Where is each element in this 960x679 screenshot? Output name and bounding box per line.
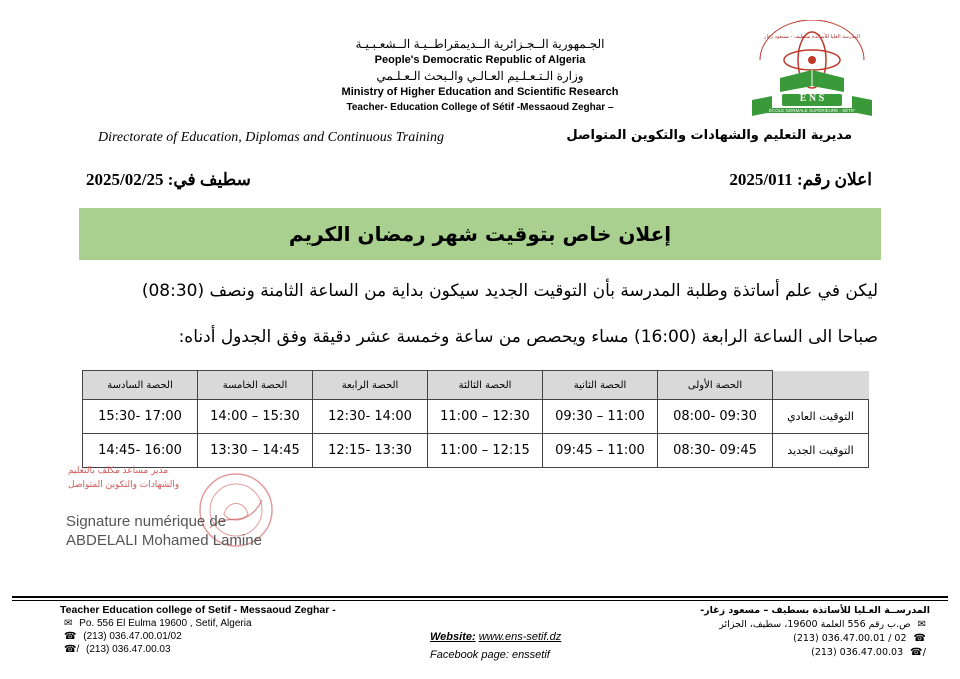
time-cell: 13:30 – 14:45 xyxy=(198,434,313,468)
header-cell: الحصة الثالثة xyxy=(428,371,543,400)
phone-icon: ☎ xyxy=(913,633,926,644)
footer-right-fax: (213) 036.47.00.03 xyxy=(811,647,904,658)
signature-line-1: Signature numérique de xyxy=(66,513,227,530)
time-cell: 11:00 – 12:15 xyxy=(428,434,543,468)
directorate-ar: مديرية التعليم والشهادات والتكوين المتواصل xyxy=(566,128,852,143)
website-link[interactable]: www.ens-setif.dz xyxy=(478,631,562,643)
table-row xyxy=(83,400,869,434)
header-cell: الحصة الخامسة xyxy=(198,371,313,400)
footer-rule-thin xyxy=(12,600,948,601)
website-label: Website: xyxy=(430,631,476,643)
fax-icon: ☎/ xyxy=(910,647,926,658)
header-blank-cell xyxy=(773,371,869,400)
footer-right-address-row xyxy=(700,618,930,632)
table-row xyxy=(83,434,869,468)
time-cell: 12:30- 14:00 xyxy=(313,400,428,434)
ens-logo xyxy=(742,20,882,120)
header-college-en: Teacher- Education College of Sétif -Messaoud Zeghar – xyxy=(346,102,614,113)
directorate-en: Directorate of Education, Diplomas and Continuous Training xyxy=(98,130,444,145)
footer-right-address: ص.ب رقم 556 العلمة 19600، سطيف، الجزائر xyxy=(719,619,911,630)
header-republic-en: People's Democratic Republic of Algeria xyxy=(374,54,586,66)
phone-icon: ☎ xyxy=(64,631,77,642)
signatory-title-1: مدير مساعد مكلف بالتعليم xyxy=(68,466,169,476)
signature-line-2: ABDELALI Mohamed Lamine xyxy=(66,532,262,549)
footer-left-phone: (213) 036.47.00.01/02 xyxy=(83,631,182,642)
banner-title: إعلان خاص بتوقيت شهر رمضان الكريم xyxy=(288,222,672,246)
table-header-row xyxy=(83,371,869,400)
time-cell: 09:30 – 11:00 xyxy=(543,400,658,434)
footer-right-phone: (213) 036.47.00.01 / 02 xyxy=(793,633,907,644)
time-cell: 15:30- 17:00 xyxy=(83,400,198,434)
footer-right-phone-row xyxy=(700,632,930,646)
footer-left-address: Po. 556 El Eulma 19600 , Setif, Algeria xyxy=(79,618,252,629)
time-cell: 14:00 – 15:30 xyxy=(198,400,313,434)
footer-left-title: Teacher Education college of Setif - Messaoud Zeghar - xyxy=(60,604,336,616)
signatory-title-2: والشهادات والتكوين المتواصل xyxy=(68,480,180,490)
footer-center xyxy=(430,628,561,664)
number-value: 2025/011 xyxy=(729,170,793,189)
footer-left-phone-row xyxy=(60,630,336,643)
schedule-table xyxy=(82,370,869,468)
logo-arc-text: المدرسة العليا للأساتذة بسطيف - مسعود زغار xyxy=(764,34,860,40)
footer-right-title: المدرســة العـليا للأساتذة بسطيف – مسعود زغار- xyxy=(700,605,930,616)
facebook-page: Facebook page: enssetif xyxy=(430,649,550,661)
time-cell: 12:15- 13:30 xyxy=(313,434,428,468)
website-row xyxy=(430,628,561,646)
time-cell: 09:45 – 11:00 xyxy=(543,434,658,468)
digital-signature xyxy=(66,512,262,550)
time-cell: 08:00- 09:30 xyxy=(658,400,773,434)
number-label: اعلان رقم: xyxy=(796,170,872,189)
header-ministry-ar: وزارة الـتـعـلـيم العـالـي والـبحث الـعـلـمي xyxy=(376,69,584,83)
footer-left xyxy=(60,604,336,656)
fax-icon: ☎/ xyxy=(64,644,80,655)
date-value: 2025/02/25 xyxy=(86,170,164,189)
footer-left-fax-row xyxy=(60,643,336,656)
footer-rule-thick xyxy=(12,596,948,598)
logo-text-school: ÉCOLE NORMALE SUPÉRIEURE - SÉTIF xyxy=(762,108,862,113)
footer-right-fax-row xyxy=(700,646,930,660)
row-label: التوقيت العادي xyxy=(773,400,869,434)
envelope-icon: ✉ xyxy=(64,618,73,629)
footer-left-fax: (213) 036.47.00.03 xyxy=(86,644,171,655)
footer-right xyxy=(700,604,930,660)
body-line-1: ليكن في علم أساتذة وطلبة المدرسة بأن التوقيت الجديد سيكون بداية من الساعة الثامنة ونصف (08:30) xyxy=(141,281,878,301)
date-label: سطيف في: xyxy=(167,170,251,189)
body-line-2: صباحا الى الساعة الرابعة (16:00) مساء ويحصص من ساعة وخمسة عشر دقيقة وفق الجدول أدناه: xyxy=(178,327,878,347)
header-cell: الحصة السادسة xyxy=(83,371,198,400)
header-cell: الحصة الأولى xyxy=(658,371,773,400)
letterhead xyxy=(300,36,660,116)
envelope-icon: ✉ xyxy=(917,619,926,630)
time-cell: 14:45- 16:00 xyxy=(83,434,198,468)
notice-number xyxy=(729,170,872,190)
footer-left-address-row xyxy=(60,617,336,630)
logo-text-ens: E N S xyxy=(799,93,825,104)
time-cell: 11:00 – 12:30 xyxy=(428,400,543,434)
header-cell: الحصة الرابعة xyxy=(313,371,428,400)
row-label: التوقيت الجديد xyxy=(773,434,869,468)
header-republic-ar: الجـمهورية الــجـزائرية الــديمقراطــيـة الــشعـبـيـة xyxy=(355,37,605,51)
notice-date xyxy=(86,170,251,190)
announcement-banner xyxy=(79,208,881,260)
header-ministry-en: Ministry of Higher Education and Scientific Research xyxy=(341,86,619,98)
time-cell: 08:30- 09:45 xyxy=(658,434,773,468)
header-cell: الحصة الثانية xyxy=(543,371,658,400)
